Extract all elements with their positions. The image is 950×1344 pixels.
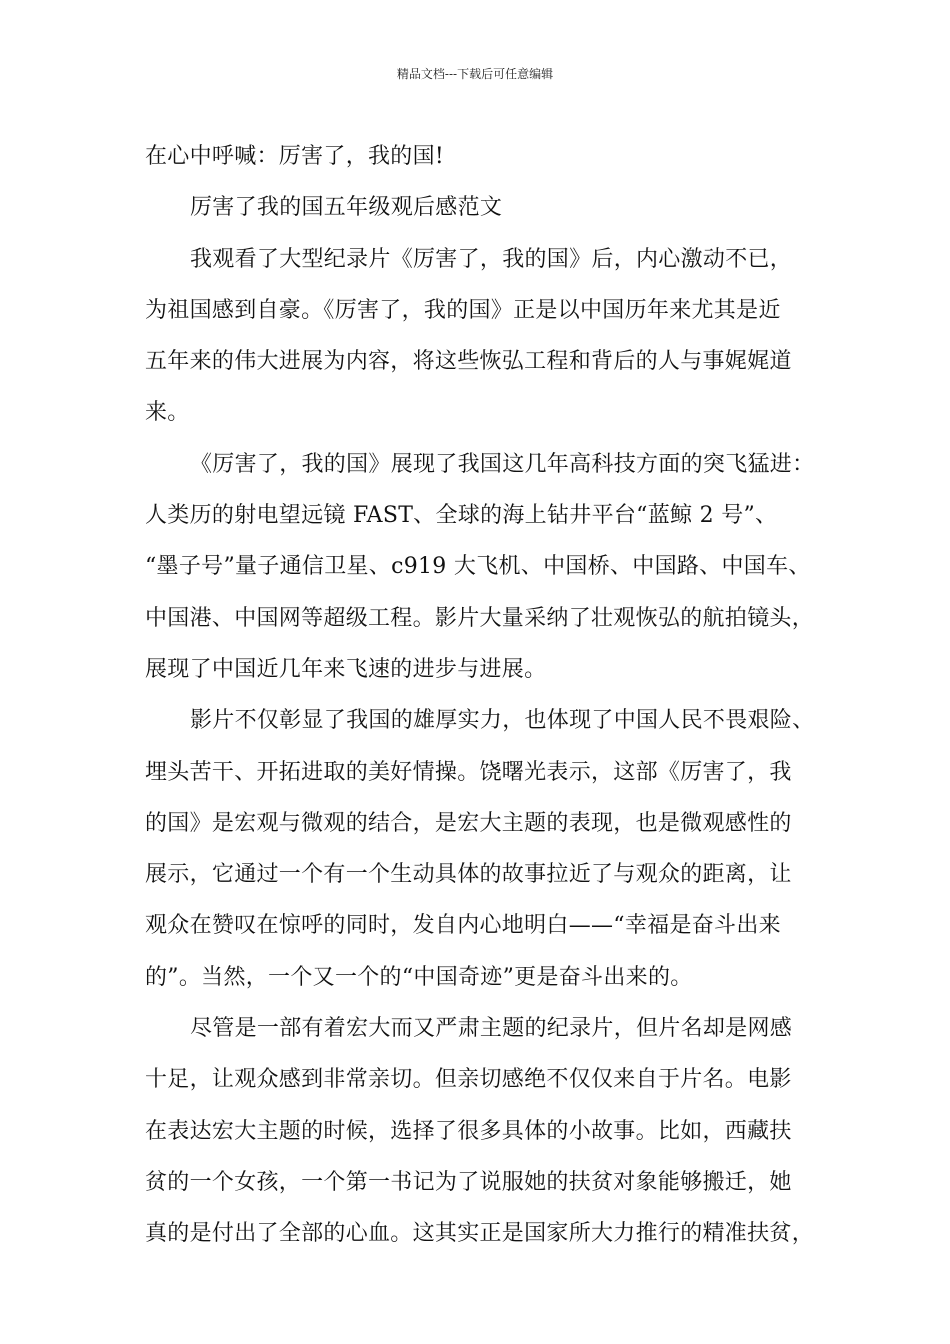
text-line: 展示，它通过一个有一个生动具体的故事拉近了与观众的距离，让 [145,862,792,888]
text-line: 《厉害了，我的国》展现了我国这几年高科技方面的突飞猛进： [190,451,815,477]
text-line: 贫的一个女孩，一个第一书记为了说服她的扶贫对象能够搬迁，她 [145,1169,792,1195]
text-line: 在心中呼喊：厉害了，我的国! [145,144,445,169]
text-line: 尽管是一部有着宏大而又严肃主题的纪录片，但片名却是网感 [190,1016,793,1042]
text-line: 为祖国感到自豪。《厉害了，我的国》正是以中国历年来尤其是近 [145,297,781,323]
text-line: 我观看了大型纪录片《厉害了，我的国》后，内心激动不已， [190,246,793,272]
text-line: 观众在赞叹在惊呼的同时，发自内心地明白——“幸福是奋斗出来 [145,913,781,939]
text-line: 五年来的伟大进展为内容，将这些恢弘工程和背后的人与事娓娓道 [145,349,792,375]
text-line: “墨子号”量子通信卫星、c919 大飞机、中国桥、中国路、中国车、 [145,554,811,580]
text-line: 中国港、中国网等超级工程。影片大量采纳了壮观恢弘的航拍镜头， [145,605,815,631]
text-line: 十足，让观众感到非常亲切。但亲切感绝不仅仅来自于片名。电影 [145,1067,792,1093]
text-line: 展现了中国近几年来飞速的进步与进展。 [145,656,547,682]
paragraph-3 [145,234,825,439]
text-line: 真的是付出了全部的心血。这其实正是国家所大力推行的精准扶贫， [145,1221,815,1247]
text-line: 来。 [145,400,190,426]
paragraph-6 [145,1003,825,1259]
text-line: 埋头苦干、开拓进取的美好情操。饶曙光表示，这部《厉害了，我 [145,759,792,785]
page-header: 精品文档---下载后可任意编辑 [396,67,554,81]
paragraph-5 [145,695,825,1003]
document-body [145,131,825,1260]
text-line: 在表达宏大主题的时候，选择了很多具体的小故事。比如，西藏扶 [145,1118,792,1144]
text-line: 的国》是宏观与微观的结合，是宏大主题的表现，也是微观感性的 [145,810,792,836]
text-line: 人类历的射电望远镜 FAST、全球的海上钻井平台“蓝鲸 2 号”、 [145,503,778,529]
paragraph-2-title [145,182,825,233]
paragraph-1 [145,131,825,182]
text-line: 的”。当然，一个又一个的“中国奇迹”更是奋斗出来的。 [145,964,693,990]
text-line: 影片不仅彰显了我国的雄厚实力，也体现了中国人民不畏艰险、 [190,708,815,734]
paragraph-4 [145,439,825,695]
section-title: 厉害了我的国五年级观后感范文 [190,195,503,221]
